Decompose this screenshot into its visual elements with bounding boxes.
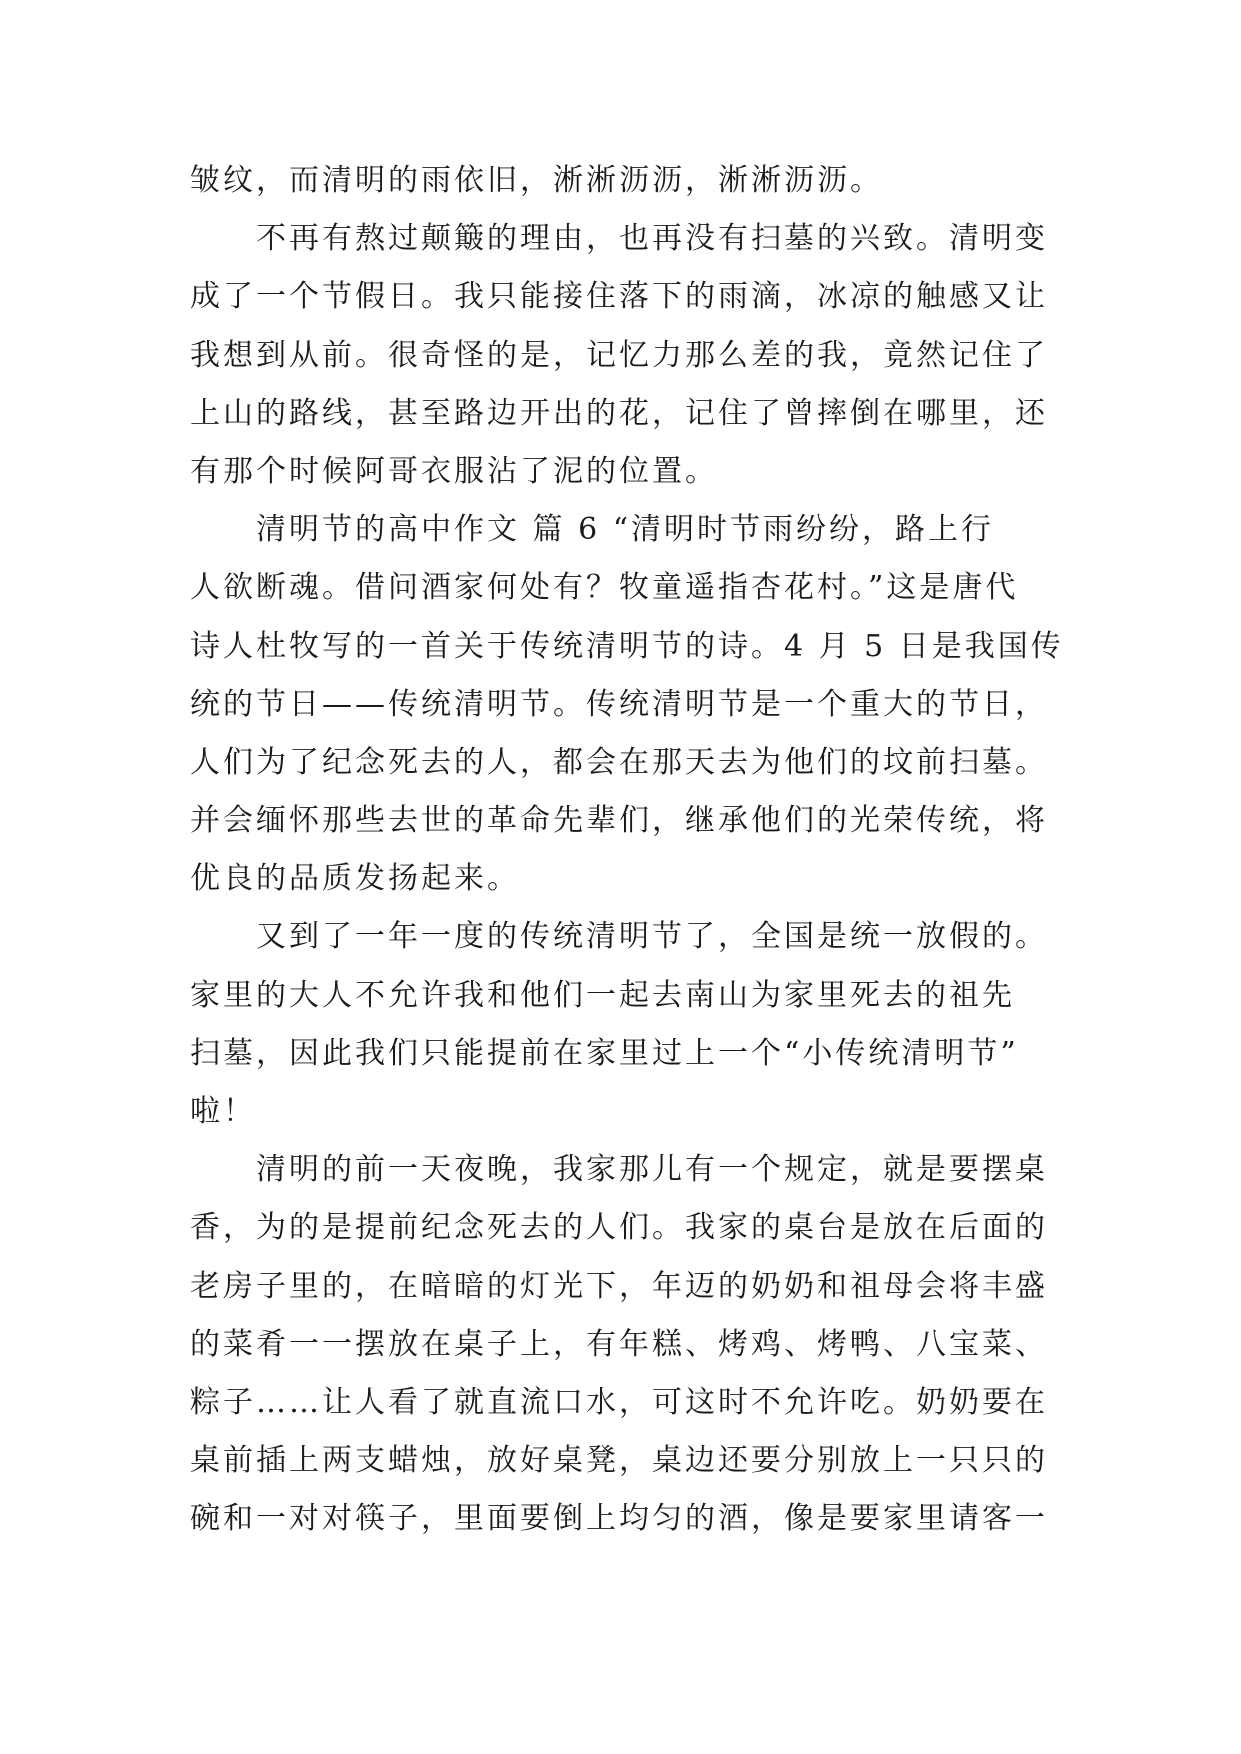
text-line: 统的节日——传统清明节。传统清明节是一个重大的节日， [190,686,1048,722]
text-line: 人们为了纪念死去的人，都会在那天去为他们的坟前扫墓。 [190,744,1048,780]
text-line: 我想到从前。很奇怪的是，记忆力那么差的我，竟然记住了 [190,337,1048,373]
text-line: 粽子……让人看了就直流口水，可这时不允许吃。奶奶要在 [190,1384,1048,1420]
text-line: 上山的路线，甚至路边开出的花，记住了曾摔倒在哪里，还 [190,395,1048,431]
text-line: 碗和一对对筷子，里面要倒上均匀的酒，像是要家里请客一 [190,1501,1048,1537]
text-line: 啦！ [190,1094,256,1129]
text-line: 又到了一年一度的传统清明节了，全国是统一放假的。 [256,919,1048,955]
text-line: 老房子里的，在暗暗的灯光下，年迈的奶奶和祖母会将丰盛 [190,1268,1048,1304]
text-line: 优良的品质发扬起来。 [190,861,520,897]
text-line: 并会缅怀那些去世的革命先辈们，继承他们的光荣传统，将 [190,803,1048,839]
text-line: 扫墓，因此我们只能提前在家里过上一个“小传统清明节” [190,1035,1019,1071]
text-line: 有那个时候阿哥衣服沾了泥的位置。 [190,453,718,489]
text-line: 诗人杜牧写的一首关于传统清明节的诗。4 月 5 日是我国传 [190,628,1064,664]
text-line: 家里的大人不允许我和他们一起去南山为家里死去的祖先 [190,977,1015,1013]
text-line: 皱纹，而清明的雨依旧，淅淅沥沥，淅淅沥沥。 [190,163,883,198]
text-line: 不再有熬过颠簸的理由，也再没有扫墓的兴致。清明变 [256,221,1048,257]
text-line: 桌前插上两支蜡烛，放好桌凳，桌边还要分别放上一只只的 [190,1443,1048,1479]
text-line: 清明的前一天夜晚，我家那儿有一个规定，就是要摆桌 [256,1152,1048,1188]
text-line: 香，为的是提前纪念死去的人们。我家的桌台是放在后面的 [190,1210,1048,1246]
text-line: 人欲断魂。借问酒家何处有？牧童遥指杏花村。”这是唐代 [190,570,1019,606]
text-line: 的菜肴一一摆放在桌子上，有年糕、烤鸡、烤鸭、八宝菜、 [190,1326,1048,1362]
text-line: 成了一个节假日。我只能接住落下的雨滴，冰凉的触感又让 [190,279,1048,315]
essay-text [190,152,1070,1549]
essay-heading-line: 清明节的高中作文 篇 6 “清明时节雨纷纷，路上行 [256,512,995,548]
